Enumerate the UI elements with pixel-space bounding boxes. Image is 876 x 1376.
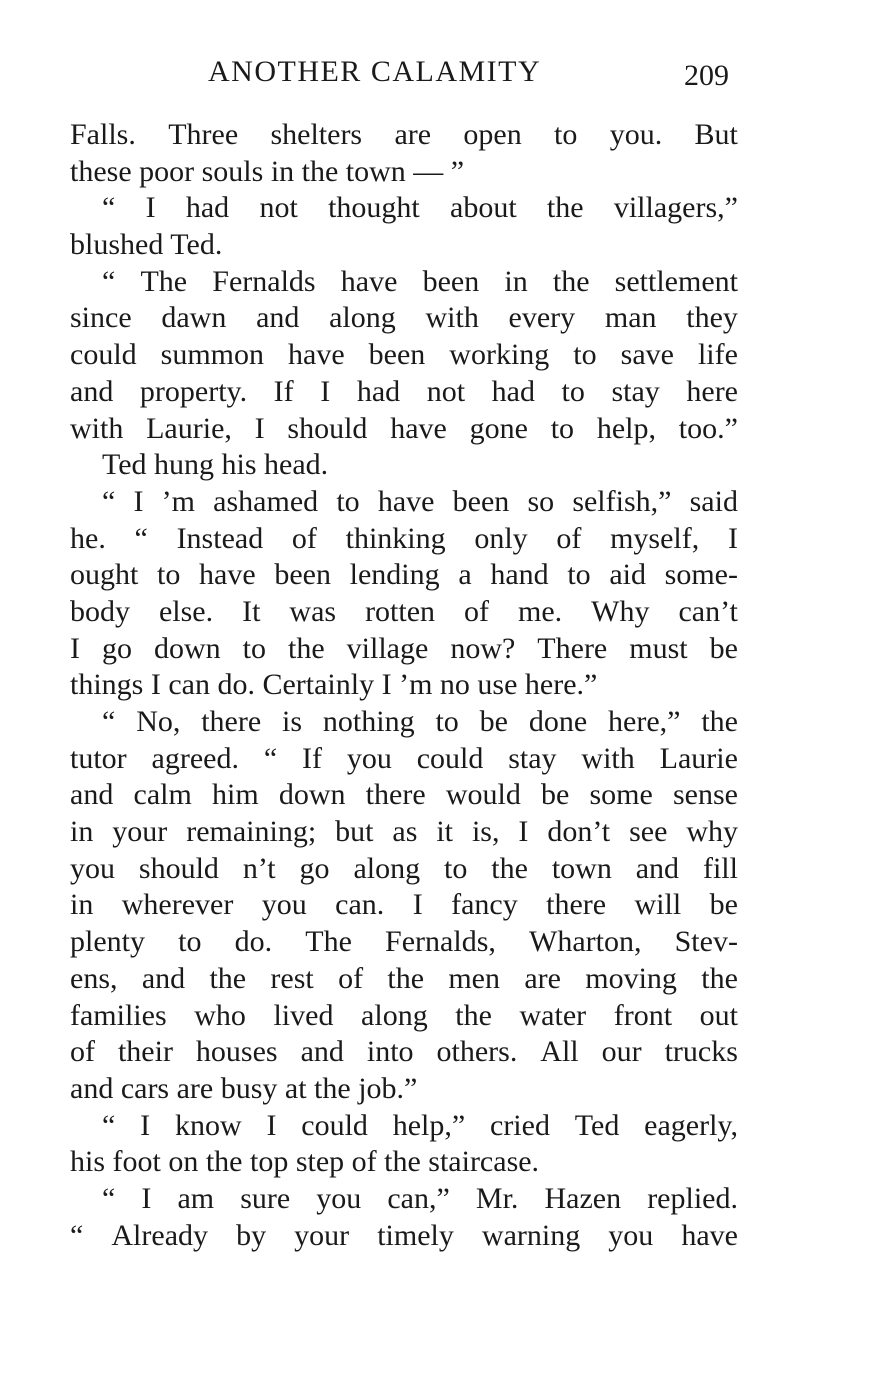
text-line: in your remaining; but as it is, I don’t see why [70,815,738,849]
text-line: “ I had not thought about the villagers,” [102,191,738,225]
page-header [0,52,876,92]
text-line: could summon have been working to save life [70,338,738,372]
text-line: I go down to the village now? There must be [70,631,738,665]
text-line: “ I am sure you can,” Mr. Hazen replied. [102,1181,738,1215]
text-line: you should n’t go along to the town and fill [70,851,738,885]
text-line: “ Already by your timely warning you have [70,1218,738,1252]
body-text [70,117,738,1254]
text-line: “ I ’m ashamed to have been so selfish,” said [102,484,738,518]
text-line: “ No, there is nothing to be done here,” the [102,705,738,738]
text-line: since dawn and along with every man they [70,301,738,335]
text-line: ens, and the rest of the men are moving the [70,961,738,995]
text-line: blushed Ted. [70,228,223,262]
text-line: body else. It was rotten of me. Why can’t [70,594,738,628]
text-line: in wherever you can. I fancy there will be [70,888,738,922]
text-line: plenty to do. The Fernalds, Wharton, Stev- [70,925,738,959]
running-head: ANOTHER CALAMITY [208,55,542,88]
text-line: with Laurie, I should have gone to help, too.” [70,411,738,445]
text-line: tutor agreed. “ If you could stay with Laurie [70,741,738,775]
text-line: ought to have been lending a hand to aid some- [70,558,738,592]
text-line: Ted hung his head. [102,448,329,482]
text-line: he. “ Instead of thinking only of myself, I [70,521,738,555]
text-line: families who lived along the water front out [70,998,738,1032]
text-line: and property. If I had not had to stay here [70,374,738,408]
text-line: things I can do. Certainly I ’m no use here.” [70,668,598,702]
text-line: Falls. Three shelters are open to you. But [70,118,738,151]
text-line: “ The Fernalds have been in the settlement [102,264,738,298]
text-line: and cars are busy at the job.” [70,1071,418,1105]
text-line: and calm him down there would be some sense [70,778,738,812]
text-line: these poor souls in the town — ” [70,154,465,188]
text-line: of their houses and into others. All our trucks [70,1035,738,1069]
page-number: 209 [684,59,729,92]
text-line: his foot on the top step of the staircase. [70,1145,540,1179]
text-line: “ I know I could help,” cried Ted eagerly, [102,1108,738,1142]
